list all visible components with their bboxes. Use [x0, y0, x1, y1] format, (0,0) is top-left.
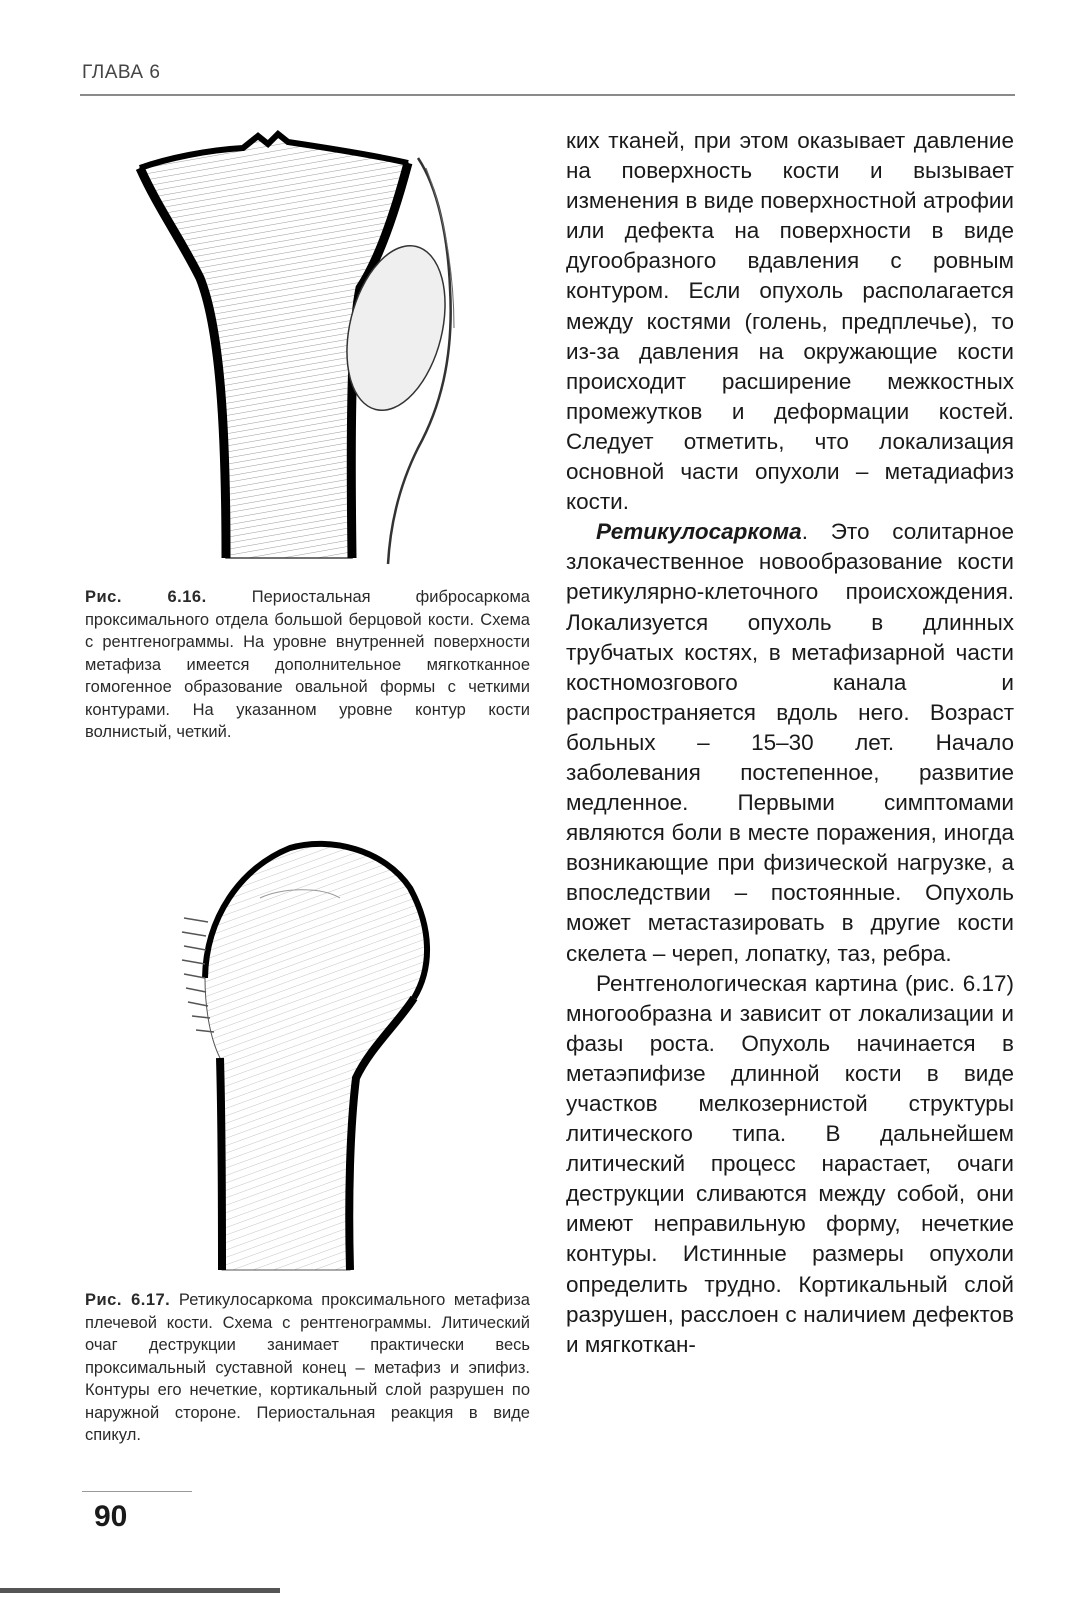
figure-6-17-label: Рис. 6.17. [85, 1291, 171, 1309]
body-paragraph-2 [566, 517, 1014, 968]
body-paragraph-3: Рентгенологическая картина (рис. 6.17) многообразна и зависит от локализации и фазы роста. Опухоль начинается в метаэпифизе длинной кости в виде участков мелкозернистой структуры литического типа. В дальнейшем литический процесс нарастает, очаги деструкции сливаются между собой, они имеют неправильную форму, нечеткие контуры. Истинные размеры опухоли определить трудно. Кортикальный слой разрушен, расслоен с наличием дефектов и мягкоткан- [566, 970, 1014, 1357]
page-number: 90 [94, 1500, 128, 1533]
figure-6-17-caption [85, 1289, 530, 1447]
bottom-edge-bar [0, 1588, 280, 1593]
header-rule [80, 94, 1015, 96]
body-text-column [566, 126, 1014, 1360]
body-paragraph-2-text: . Это солитарное злокачественное новообразование кости ретикулярно-клеточного происхождения. Локализуется опухоль в длинных трубчатых костях, в метафизарной части костномозгового канала и распространяется вдоль него. Возраст больных – 15–30 лет. Начало заболевания постепенное, развитие медленное. Первыми симптомами являются боли в месте поражения, иногда возникающие при физической нагрузке, а впоследствии – постоянные. Опухоль может метастазировать в другие кости скелета – череп, лопатку, таз, ребра. [566, 519, 1014, 966]
figure-6-17-caption-text: Ретикулосаркома проксимального метафиза плечевой кости. Схема с рентгенограммы. Литический очаг деструкции занимает практически весь проксимальный суставной конец – метафиз и эпифиз. Контуры его нечеткие, кортикальный слой разрушен по наружной стороне. Периостальная реакция в виде спикул. [85, 1291, 530, 1444]
figure-6-16-caption [85, 586, 530, 744]
figure-6-16-caption-text: Периостальная фибросаркома проксимального отдела большой берцовой кости. Схема с рентгенограммы. На уровне внутренней поверхности метафиза имеется дополнительное мягкотканное гомогенное образование овальной формы с четкими контурами. На указанном уровне контур кости волнистый, четкий. [85, 588, 530, 741]
figure-6-17-drawing [170, 838, 460, 1278]
figure-6-16-label: Рис. 6.16. [85, 588, 207, 606]
figure-6-16-drawing [128, 128, 488, 568]
footer-rule [82, 1491, 192, 1492]
term-reticulosarcoma: Ретикулосаркома [596, 519, 802, 545]
running-head: ГЛАВА 6 [82, 62, 161, 83]
humerus-cortex-left [220, 1058, 222, 1270]
body-paragraph-1: ких тканей, при этом оказывает давление на поверхность кости и вызывает изменения в виде поверхностной атрофии или дефекта на поверхности в виде дугообразного вдавления с ровным контуром. Если опухоль располагается между костями (голень, предплечье), то из-за давления на окружающие кости происходит расширение межкостных промежутков и деформации костей. Следует отметить, что локализация основной части опухоли – метадиафиз кости. [566, 128, 1014, 515]
humerus-bone-fill [205, 844, 427, 1270]
